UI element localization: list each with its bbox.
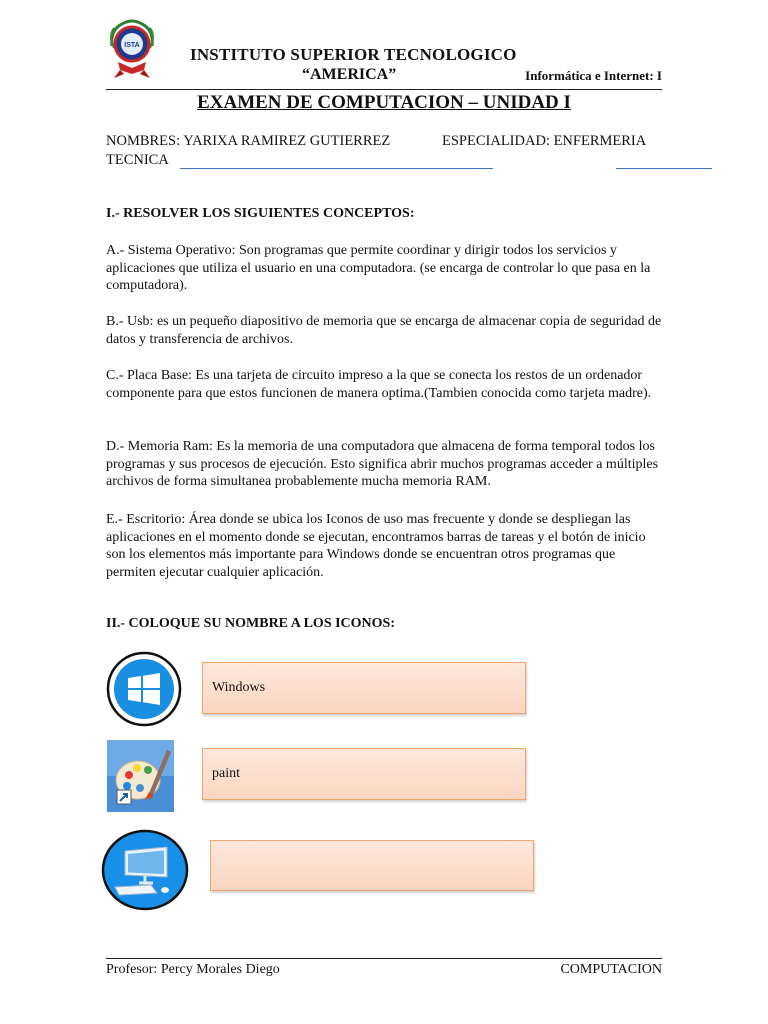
header-divider — [106, 89, 662, 90]
answer-text: Windows — [212, 680, 266, 695]
teacher-name: Profesor: Percy Morales Diego — [106, 962, 280, 977]
section1-title: I.- RESOLVER LOS SIGUIENTES CONCEPTOS: — [106, 206, 415, 221]
institute-crest-icon — [104, 16, 160, 80]
answer-box-paint[interactable] — [202, 748, 526, 800]
concept-item: A.- Sistema Operativo: Son programas que permite coordinar y dirigir todos los servicios y aplicaciones que utiliza el usuario en una computadora. (se encarga de controlar lo que pasa en la computadora). — [106, 243, 651, 293]
course-name: COMPUTACION — [560, 962, 662, 977]
paint-app-icon — [107, 740, 174, 812]
subject-label: Informática e Internet: I — [525, 68, 662, 83]
footer-divider — [106, 958, 662, 959]
concept-item: B.- Usb: es un pequeño diapositivo de memoria que se encarga de almacenar copia de seguridad de datos y transferencia de archivos. — [106, 314, 662, 347]
student-speciality: ESPECIALIDAD: ENFERMERIA — [442, 133, 647, 149]
student-speciality-continued: TECNICA — [106, 152, 169, 168]
answer-box-windows[interactable] — [202, 662, 526, 714]
windows-logo-icon — [106, 651, 182, 727]
institute-name: INSTITUTO SUPERIOR TECNOLOGICO — [190, 45, 517, 64]
concept-item: D.- Memoria Ram: Es la memoria de una computadora que almacena de forma temporal todos los programas y sus procesos de ejecución. Esto significa abrir muchos programas acceder a múltiples archivos de forma simultanea probablemente mucha memoria RAM. — [106, 439, 659, 489]
student-names: NOMBRES: YARIXA RAMIREZ GUTIERREZ — [106, 133, 391, 149]
answer-box-computer[interactable] — [210, 840, 534, 891]
concept-item: E.- Escritorio: Área donde se ubica los Iconos de uso mas frecuente y donde se despliegan las aplicaciones en el momento donde se ejecutan, encontramos barras de tareas y el botón de inicio son los elementos más importante para Windows donde se encuentran otros programas que permiten ejecutar cualquier aplicación. — [106, 512, 646, 580]
name-underline — [180, 168, 493, 169]
answer-text: paint — [212, 766, 240, 781]
section2-title: II.- COLOQUE SU NOMBRE A LOS ICONOS: — [106, 616, 395, 631]
speciality-underline — [616, 168, 712, 169]
concept-item: C.- Placa Base: Es una tarjeta de circuito impreso a la que se conecta los restos de un ordenador componente para que estos funcionen de manera optima.(Tambien conocida como tarjeta madre). — [106, 368, 652, 401]
institute-name-line2: “AMERICA” — [302, 66, 397, 83]
desktop-computer-icon — [101, 829, 189, 911]
exam-title: EXAMEN DE COMPUTACION – UNIDAD I — [197, 92, 571, 113]
svg-text:ISTA: ISTA — [124, 42, 140, 49]
